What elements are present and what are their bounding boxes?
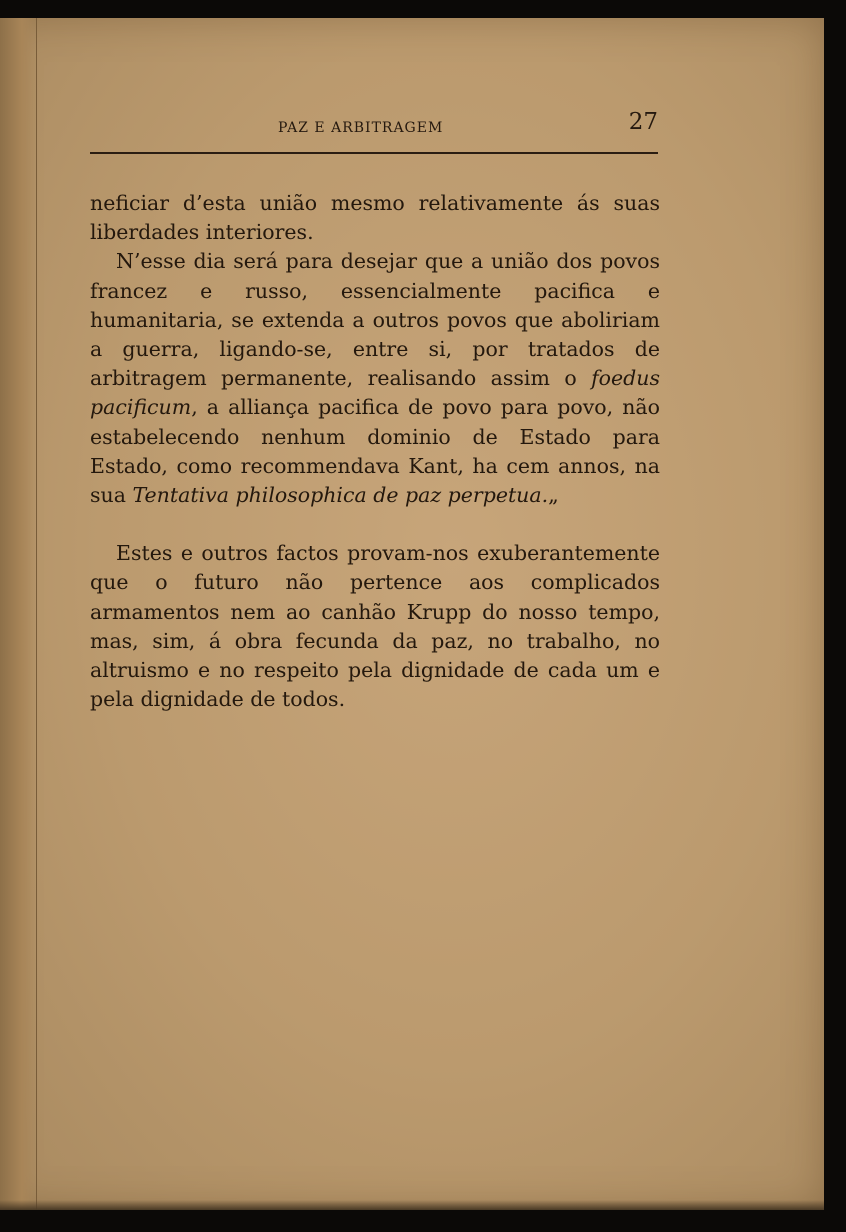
running-head [90, 109, 658, 141]
paragraph-conclusion: Estes e outros factos provam-nos exuberantemente que o futuro não pertence aos complicados armamentos nem ao canhão Krupp do nosso tempo, mas, sim, á obra fecunda da paz, no trabalho, no altruismo e no respeito pela dignidade de cada um e pela dignidade de todos. [90, 541, 660, 712]
book-page [0, 18, 824, 1210]
closing-quote-mark: „ [548, 483, 559, 508]
italic-phrase-foedus: foedus pacificum [90, 366, 660, 420]
header-rule [90, 152, 658, 154]
running-title: PAZ E ARBITRAGEM [278, 120, 444, 136]
italic-book-title: Tentativa philosophica de paz perpetua. [132, 483, 549, 508]
body-text [90, 189, 660, 714]
paragraph-quote [90, 247, 660, 510]
book-spine-shadow [0, 18, 37, 1210]
paragraph-segment: N’esse dia será para desejar que a união dos povos francez e russo, essencialmente pacifica e humanitaria, se extenda a outros povos que aboliriam a guerra, ligando-se, entre si, por tratados de arbitragem permanente, realisando assim o [90, 249, 660, 391]
page-number: 27 [628, 109, 658, 135]
paragraph-continuation: neficiar d’esta união mesmo relativamente ás suas liberdades interiores. [90, 191, 660, 245]
page-bottom-edge [0, 1200, 824, 1210]
paragraph-segment: , a alliança pacifica de povo para povo, não estabelecendo nenhum dominio de Estado para Estado, como recommendava Kant, ha cem annos, na sua [90, 395, 660, 508]
